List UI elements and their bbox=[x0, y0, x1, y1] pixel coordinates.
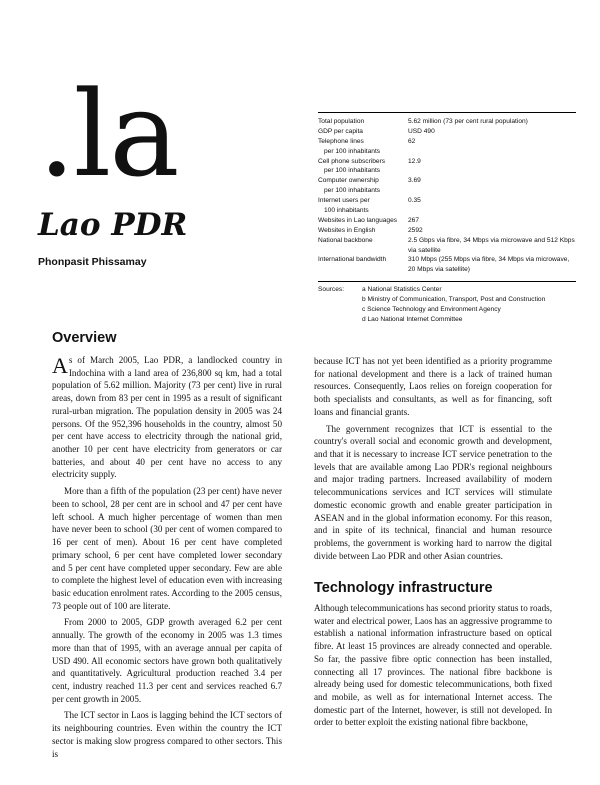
stat-value: 62 bbox=[408, 137, 416, 145]
stat-value: 5.62 million (73 per cent rural population) bbox=[408, 118, 528, 125]
stat-label: GDP per capita bbox=[318, 127, 363, 135]
stat-label: National backbone bbox=[318, 236, 373, 244]
stat-row bbox=[318, 226, 576, 236]
stat-label: Websites in Lao languages bbox=[318, 216, 398, 224]
stat-row bbox=[318, 186, 576, 196]
sources-label: Sources: bbox=[318, 286, 345, 294]
source-item: d Lao National Internet Committee bbox=[362, 315, 463, 323]
stat-label: Internet users per bbox=[318, 197, 370, 205]
stat-value: 310 Mbps (255 Mbps via fibre, 34 Mbps via microwave, 20 Mbps via satellite) bbox=[408, 256, 570, 274]
paragraph: The ICT sector in Laos is lagging behind the ICT sectors of its neighbouring countries. Even within the country the ICT sector is making slow progress compared to other sectors. This is bbox=[52, 710, 282, 759]
stat-value: 12.9 bbox=[408, 157, 421, 165]
paragraph: More than a fifth of the population (23 per cent) have never been to school, 28 per cent are in school and 47 per cent have left school. A much higher percentage of women than men have never been to school (30 per cent of women compared to 16 per cent of men). About 16 per cent have completed primary school, 6 per cent have completed lower secondary and 5 per cent have completed upper secondary. Few are able to complete the highest level of education even with increasing basic education enrolment rates. According to the 2005 census, 73 people out of 100 are literate. bbox=[52, 486, 282, 611]
source-item: a National Statistics Center bbox=[362, 286, 442, 294]
stat-value: 267 bbox=[408, 216, 420, 224]
paragraph: The government recognizes that ICT is essential to the country's overall social and economic growth and development, and that it is necessary to increase ICT service penetration to the levels that are available among Lao PDR's regional neighbours and major trading partners. Increased availability of modern telecommunications services and ICT services will stimulate domestic economic growth and enable greater participation in ASEAN and in the global information economy. For this reason, and in spite of its technical, financial and human resource problems, the government is working hard to narrow the digital divide between Lao PDR and other Asian countries. bbox=[314, 423, 552, 561]
right-column bbox=[314, 355, 552, 567]
paragraph bbox=[52, 354, 282, 481]
stat-row bbox=[318, 157, 576, 167]
stat-row bbox=[318, 255, 576, 275]
stat-label: per 100 inhabitants bbox=[324, 187, 381, 195]
paragraph: because ICT has not yet been identified as a priority programme for national development and there is a lack of trained human resources. Consequently, Laos relies on foreign cooperation for both specialists and consultants, as well as for financing, soft loans and financial grants. bbox=[314, 356, 552, 417]
stat-value: 3.69 bbox=[408, 177, 421, 185]
stat-value: USD 490 bbox=[408, 127, 435, 135]
stat-label: International bandwidth bbox=[318, 256, 387, 264]
overview-heading: Overview bbox=[52, 330, 117, 346]
stat-label: Cell phone subscribers bbox=[318, 157, 386, 165]
stat-row bbox=[318, 127, 576, 137]
drop-cap: A bbox=[52, 353, 68, 378]
stat-row bbox=[318, 147, 576, 157]
stat-row bbox=[318, 117, 576, 127]
author-name: Phonpasit Phissamay bbox=[38, 256, 147, 268]
technology-column bbox=[314, 602, 552, 733]
stat-row bbox=[318, 137, 576, 147]
stat-row bbox=[318, 206, 576, 216]
stat-value bbox=[414, 147, 576, 157]
overview-column bbox=[52, 354, 282, 764]
stat-label: Telephone lines bbox=[318, 137, 364, 145]
stat-label: Websites in English bbox=[318, 226, 376, 234]
stat-value bbox=[414, 166, 576, 176]
stat-label: Computer ownership bbox=[318, 177, 379, 185]
stat-value bbox=[414, 186, 576, 196]
stat-row bbox=[318, 196, 576, 206]
stat-label: 100 inhabitants bbox=[324, 207, 369, 215]
stat-value: 2.5 Gbps via fibre, 34 Mbps via microwave and 512 Kbps via satellite bbox=[408, 236, 575, 254]
stat-row bbox=[318, 176, 576, 186]
statistics-box bbox=[318, 112, 576, 325]
stat-label: Total population bbox=[318, 118, 365, 125]
paragraph: Although telecommunications has second priority status to roads, water and electrical power, Laos has an aggressive programme to establish a national information infrastructure based on optical fibre. At least 15 provinces are already connected and operable. So far, the passive fibre optic connection has been installed, connecting all 17 provinces. The national fibre backbone is already being used for domestic telecommunications, both fixed and mobile, as well as for international Internet access. The domestic part of the Internet, however, is still not developed. In order to better exploit the existing national fibre backbone, bbox=[314, 603, 552, 728]
stat-label: per 100 inhabitants bbox=[324, 167, 381, 175]
source-item: b Ministry of Communication, Transport, Post and Construction bbox=[362, 296, 546, 304]
stat-value bbox=[414, 206, 576, 216]
domain-title: .la bbox=[38, 65, 178, 203]
stat-row bbox=[318, 216, 576, 226]
paragraph-text: s of March 2005, Lao PDR, a landlocked country in Indochina with a land area of 236,800 sq km, had a total population of 5.62 million. Majority (73 per cent) live in rural areas, down from 83 per cent in 1995 as a result of significant rural-urban migration. The population density in 2005 was 24 persons. Of the 952,396 households in the country, almost 50 per cent have access to electricity through the national grid, another 10 per cent have electricity from generators or car batteries, and about 40 per cent have no access to any electricity supply. bbox=[52, 355, 282, 480]
stat-value: 2592 bbox=[408, 226, 423, 234]
stat-row bbox=[318, 166, 576, 176]
source-item: c Science Technology and Environment Agency bbox=[362, 306, 501, 314]
stat-row bbox=[318, 236, 576, 256]
paragraph: From 2000 to 2005, GDP growth averaged 6.2 per cent annually. The growth of the economy in 2005 was 1.3 times more than that of 1995, with an average annual per capita of USD 490. All economic sectors have grown both qualitatively and quantitatively. Agricultural production reached 3.4 per cent, industry reached 11.3 per cent and services reached 6.7 per cent growth in 2005. bbox=[52, 617, 282, 704]
technology-infrastructure-heading: Technology infrastructure bbox=[314, 580, 493, 596]
sources-list bbox=[352, 285, 576, 325]
stat-label: per 100 inhabitants bbox=[324, 147, 381, 155]
stat-value: 0.35 bbox=[408, 197, 421, 205]
country-title: Lao PDR bbox=[38, 207, 188, 243]
sources-block bbox=[318, 281, 576, 325]
